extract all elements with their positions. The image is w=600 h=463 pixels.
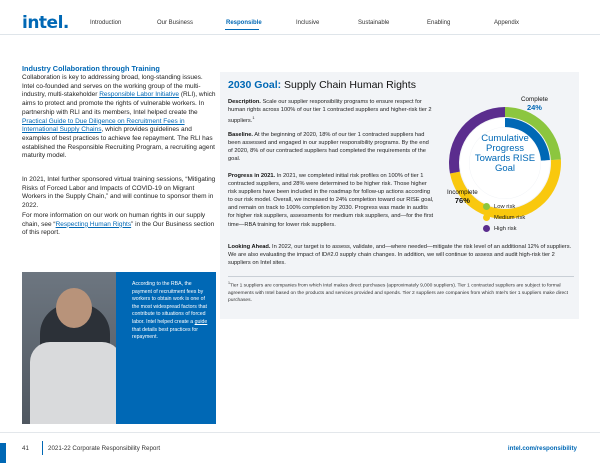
nav-enabling[interactable]: Enabling xyxy=(427,20,451,26)
photo-caption xyxy=(132,281,212,342)
progress-label: Progress in 2021. xyxy=(228,173,276,179)
nav-active-indicator xyxy=(225,29,259,30)
looking-text: In 2022, our target is to assess, validate, and—where needed—mitigate the risk level of an additional 12% of suppliers. We are also evaluating the impact of ID#2.0 supply chain changes. In addition, we will continue to assess and audit high-risk tier 2 suppliers on Intel sites. xyxy=(228,244,572,267)
nav-inclusive[interactable]: Inclusive xyxy=(296,20,320,26)
goal-title-bold: 2030 Goal: xyxy=(228,79,282,91)
description-label: Description. xyxy=(228,99,261,105)
goal-title-rest: Supply Chain Human Rights xyxy=(281,79,416,91)
caption-text: that details best practices for repayment. xyxy=(132,326,199,341)
responsibility-link[interactable]: intel.com/responsibility xyxy=(507,445,577,452)
legend-label: Medium risk xyxy=(494,215,526,222)
goal-progress xyxy=(228,172,434,229)
legend-swatch xyxy=(483,214,490,221)
guide-link[interactable]: guide xyxy=(194,318,208,325)
baseline-text: At the beginning of 2020, 18% of our tier 1 contracted suppliers had been assessed and engaged in our supplier responsibility programs. By the end of 2020, 8% of our contracted suppliers had completed the requirements of the goal. xyxy=(228,132,429,163)
center-line: Cumulative xyxy=(481,133,529,144)
complete-value: 24% xyxy=(526,103,542,112)
footnote-ref: 1 xyxy=(252,115,255,121)
complete-label xyxy=(521,96,548,112)
header-divider xyxy=(0,34,600,35)
caption-text: According to the RBA, the payment of recruitment fees by workers to obtain work is one of the most widespread factors that contribute to situations of forced labor. Intel helped create a xyxy=(132,281,207,325)
description-text: Scale our supplier responsibility programs to ensure respect for human rights across 100% of our tier 1 contracted suppliers and higher-risk tier 2 suppliers. xyxy=(228,99,432,125)
footnote-marker: 1 xyxy=(228,281,230,285)
rli-link[interactable]: Responsible Labor Initiative xyxy=(99,91,180,99)
incomplete-name: Incomplete xyxy=(447,189,478,196)
footnote xyxy=(228,280,574,304)
center-line: Towards RISE xyxy=(474,153,536,164)
progress-text: In 2021, we completed initial risk profiles on 100% of tier 1 contracted suppliers, and 28% were determined to be higher risk. Those higher risk suppliers have been included in the roadmap for follow-up actions according to our risk model. Overall, we increased to 24% completion toward our RISE goal, and remain on track to 100% completion by 2030. Progress was made in audits for higher risk suppliers, assessments for medium risk suppliers, and—for the first time—RBA training for lower risk suppliers. xyxy=(228,173,434,228)
goal-description xyxy=(228,98,434,125)
footer-separator xyxy=(42,441,43,455)
paragraph-text: (RLI), which aims to protect and promote the rights of vulnerable workers. In partnership with RLI and its members, Intel helped create the xyxy=(22,91,216,116)
goal-looking-ahead xyxy=(228,243,574,267)
incomplete-label xyxy=(447,189,478,205)
nav-introduction[interactable]: Introduction xyxy=(90,20,122,26)
paragraph-text: , which provides guidelines and examples of best practices to achieve fee repayment. The RLI has established the Responsible Recruiting Program, a recruiting agent maturity model. xyxy=(22,126,215,160)
footnote-divider xyxy=(228,276,574,277)
paragraph-text: ” in the Our Business section of this report. xyxy=(22,220,215,237)
report-title: 2021-22 Corporate Responsibility Report xyxy=(48,445,161,452)
legend-medium-risk xyxy=(483,214,525,221)
incomplete-value: 76% xyxy=(454,196,470,205)
legend-label: Low risk xyxy=(494,204,516,211)
nav-appendix[interactable]: Appendix xyxy=(494,20,520,26)
center-line: Goal xyxy=(494,163,516,174)
looking-label: Looking Ahead. xyxy=(228,244,271,250)
legend-swatch xyxy=(483,203,490,210)
nav-our-business[interactable]: Our Business xyxy=(157,20,194,26)
paragraph-text: Collaboration is key to addressing broad, long-standing issues. Intel co-founded and serves on the working group of the multi-industry, multi-stakeholder xyxy=(22,74,203,99)
page-number: 41 xyxy=(22,445,29,452)
complete-name: Complete xyxy=(521,96,548,103)
paragraph-rli xyxy=(22,74,216,161)
paragraph-more-info xyxy=(22,212,216,238)
legend-swatch xyxy=(483,225,490,232)
practical-guide-link[interactable]: Practical Guide to Due Diligence on Recruitment Fees in International Supply Chains xyxy=(22,117,185,134)
legend-high-risk xyxy=(483,225,517,232)
goal-baseline xyxy=(228,131,434,163)
legend-label: High risk xyxy=(494,226,517,233)
goal-title xyxy=(228,79,416,91)
legend-low-risk xyxy=(483,203,515,210)
section-title: Industry Collaboration through Training xyxy=(22,64,160,73)
corner-accent xyxy=(0,443,6,463)
paragraph-text: For more information on our work on human rights in our supply chain, see “ xyxy=(22,212,206,228)
footer-divider xyxy=(0,432,600,433)
footnote-text: Tier 1 suppliers are companies from which Intel makes direct purchases (approximately 9,000 suppliers). Tier 1 contracted suppliers are subject to formal agreements with Intel based on the products and services provided and spends. Tier 2 suppliers are companies from which Intel’s tier 1 suppliers make direct purchases. xyxy=(228,283,568,303)
intel-logo[interactable]: intel. xyxy=(22,13,69,33)
paragraph-training: In 2021, Intel further sponsored virtual training sessions, “Mitigating Risks of Forced Labor and Impacts of COVID-19 on Migrant Workers in the Supply Chain,” and will continue to sponsor them in 2022. xyxy=(22,176,216,210)
center-line: Progress xyxy=(485,143,524,154)
donut-center-label xyxy=(462,134,548,174)
nav-responsible[interactable]: Responsible xyxy=(226,20,262,26)
baseline-label: Baseline. xyxy=(228,132,253,138)
nav-sustainable[interactable]: Sustainable xyxy=(358,20,390,26)
respecting-human-rights-link[interactable]: Respecting Human Rights xyxy=(55,220,132,228)
